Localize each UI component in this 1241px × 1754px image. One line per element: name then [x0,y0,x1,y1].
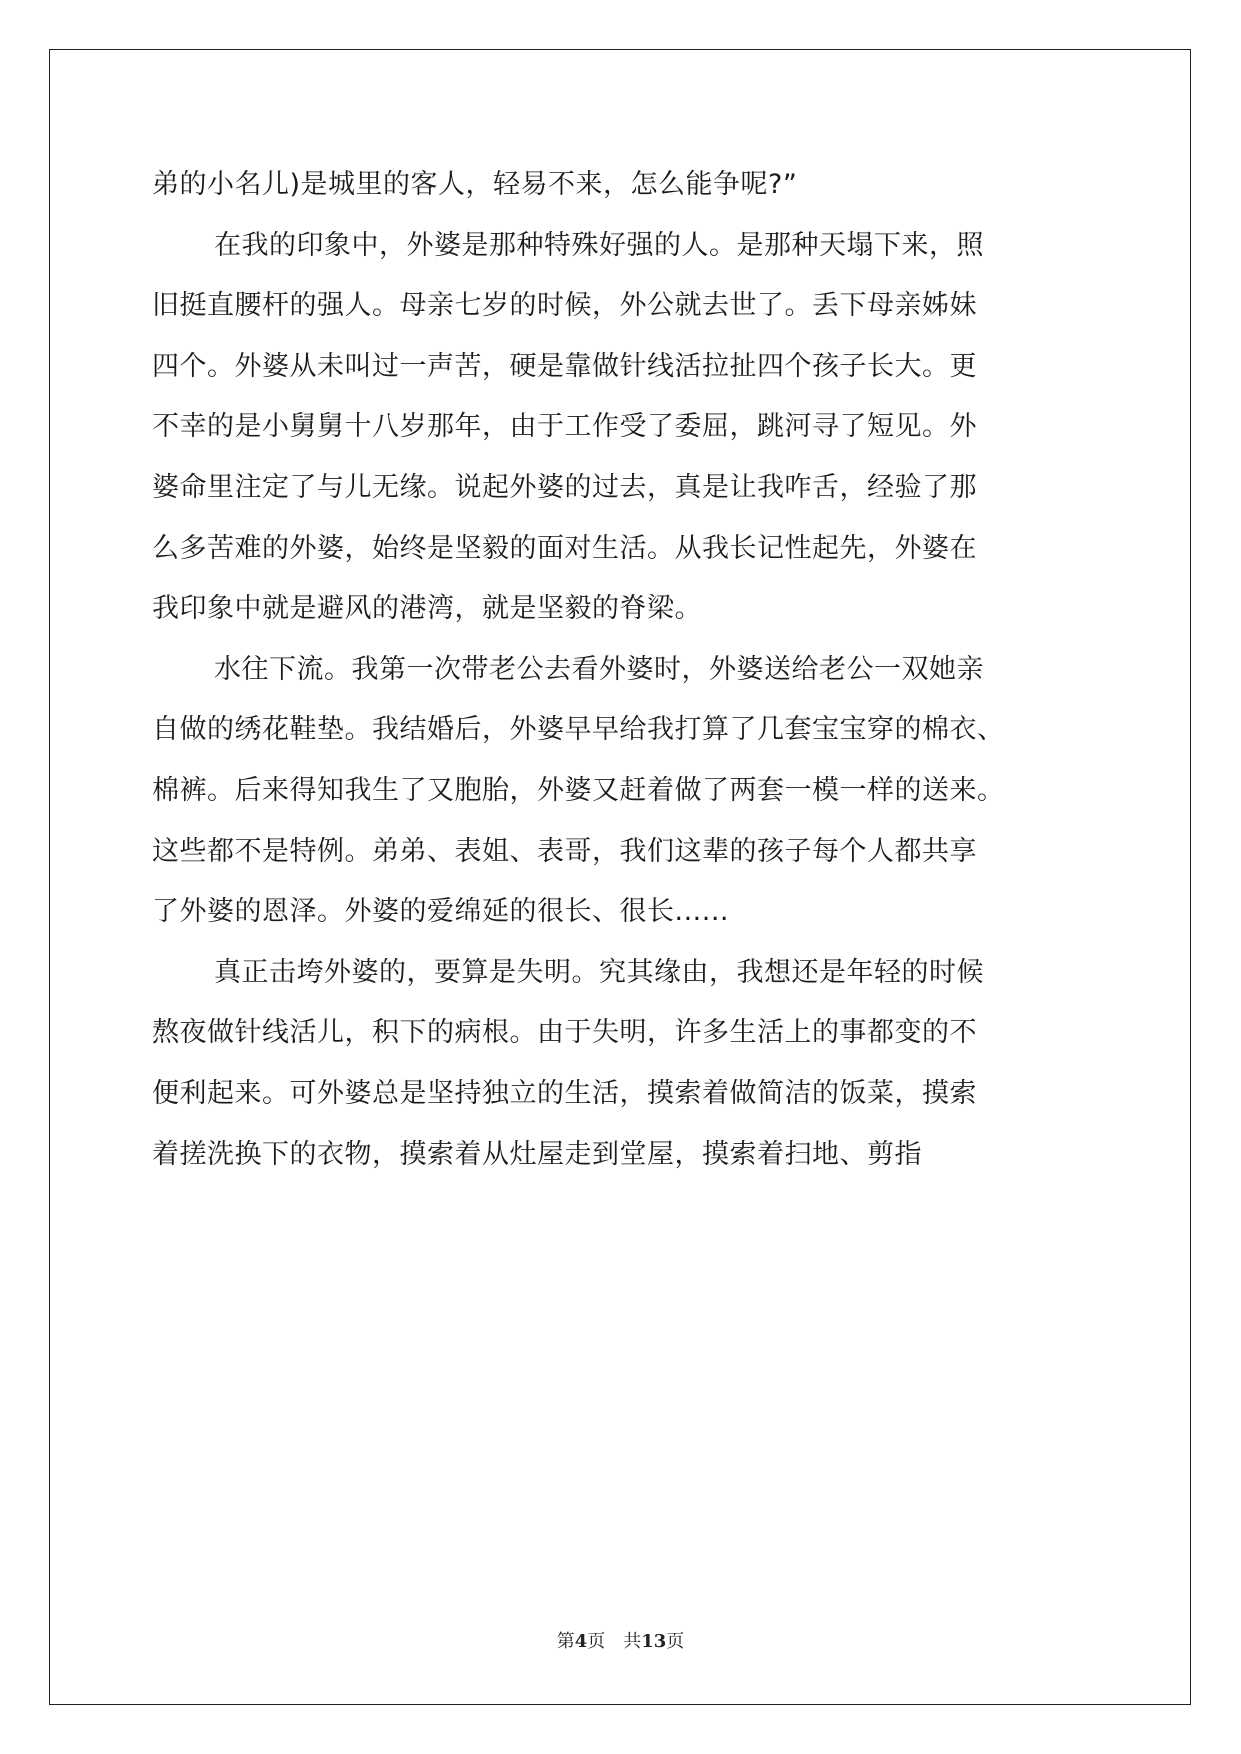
total-prefix: 共 [623,1631,642,1652]
page-suffix: 页 [587,1631,606,1652]
text-line: 熬夜做针线活儿，积下的病根。由于失明，许多生活上的事都变的不 [152,1017,977,1049]
text-line: 么多苦难的外婆，始终是坚毅的面对生活。从我长记性起先，外婆在 [152,532,977,564]
text-line: 真正击垮外婆的，要算是失明。究其缘由，我想还是年轻的时候 [214,956,984,988]
text-line: 不幸的是小舅舅十八岁那年，由于工作受了委屈，跳河寻了短见。外 [152,411,977,443]
text-line: 这些都不是特例。弟弟、表姐、表哥，我们这辈的孩子每个人都共享 [152,835,977,867]
text-line: 棉裤。后来得知我生了又胞胎，外婆又赶着做了两套一模一样的送来。 [152,774,1005,806]
page-prefix: 第 [556,1631,575,1652]
page-footer [0,1627,1241,1653]
text-line: 旧挺直腰杆的强人。母亲七岁的时候，外公就去世了。丢下母亲姊妹 [152,290,977,322]
text-line: 四个。外婆从未叫过一声苦，硬是靠做针线活拉扯四个孩子长大。更 [152,350,977,382]
body-text [152,155,1087,1185]
page-total-number: 13 [641,1631,667,1652]
text-line: 婆命里注定了与儿无缘。说起外婆的过去，真是让我咋舌，经验了那 [152,471,977,503]
text-line: 我印象中就是避风的港湾，就是坚毅的脊梁。 [152,593,702,625]
text-line: 便利起来。可外婆总是坚持独立的生活，摸索着做简洁的饭菜，摸索 [152,1077,977,1109]
total-suffix: 页 [666,1631,685,1652]
text-line: 弟的小名儿)是城里的客人，轻易不来，怎么能争呢?” [152,169,798,200]
text-line: 在我的印象中，外婆是那种特殊好强的人。是那种天塌下来，照 [214,229,984,261]
text-line: 了外婆的恩泽。外婆的爱绵延的很长、很长...... [152,896,729,928]
page-current-number: 4 [574,1631,588,1652]
text-line: 水往下流。我第一次带老公去看外婆时，外婆送给老公一双她亲 [214,653,984,685]
text-line: 自做的绣花鞋垫。我结婚后，外婆早早给我打算了几套宝宝穿的棉衣、 [152,714,1005,746]
text-line: 着搓洗换下的衣物，摸索着从灶屋走到堂屋，摸索着扫地、剪指 [152,1138,922,1170]
